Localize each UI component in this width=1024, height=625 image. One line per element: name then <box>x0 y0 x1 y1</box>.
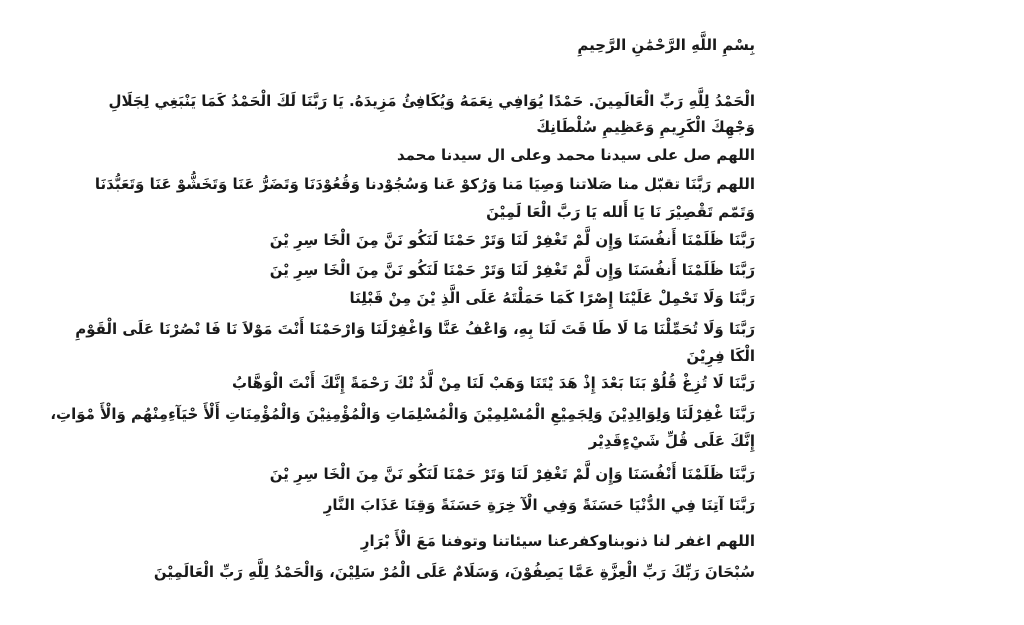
text-line-9: رَبَّنَا وَلَا تُحَمِّلْنَا مَا لَا طَا قَتَ لَنَا بِهِ، وَاعْفُ عَنَّا وَاغْفِرْلَنَا وَارْحَمْنَا أَنْتَ مَوْلاَ نَا فَا نْصُرْنَا عَلَى الْقَوْمِ <box>75 320 755 338</box>
text-line-1: الْحَمْدُ لِلَّهِ رَبِّ الْعَالَمِينَ. حَمْدًا يُوَافِي نِعَمَهُ وَيُكَافِئُ مَزِيدَهُ. يَا رَبَّنَا لَكَ الْحَمْدُ كَمَا يَنْبَغِي لِجَلَالِ <box>108 92 755 110</box>
text-line-16: اللهم اغفر لنا ذنوبناوكفرعنا سيئاتنا وتوفنا مَعَ الْأَ بْرَارِ <box>360 532 755 550</box>
text-line-3: اللهم صل على سيدنا محمد وعلى ال سيدنا محمد <box>396 146 755 164</box>
text-line-12: رَبَّنَا غْفِرْلَنَا وَلِوَالِدِيْنَ وَلِجَمِيْعِ الْمُسْلِمِيْنَ وَالْمُسْلِمَاتِ وَالْمُؤْمِنِيْنَ وَالْمُؤْمِنَاتِ أَلْأَ حْيَآءِمِنْهُم وَالْأَ مْوَاتِ، <box>50 405 755 423</box>
text-line-14: رَبَّنَا ظَلَمْنَا أَنْفُسَنَا وَإِن لَّمْ تَغْفِرْ لَنَا وَتَرْ حَمْنَا لَنَكُو نَنَّ مِنَ الْخَا سِرِ يْنَ <box>269 465 755 483</box>
document-page <box>50 0 755 625</box>
text-line-13: إِنَّكَ عَلَى قُلِّ شَيْءٍقَدِيْر <box>588 432 755 450</box>
text-line-11: رَبَّنَا لَا تُزِغْ قُلُوْ بَنَا بَعْدَ إِذْ هَدَ يْتَنَا وَهَبْ لَنَا مِنْ لَّدُ نْكَ رَحْمَةً إِنَّكَ أَنْتَ الْوَهَّابُ <box>231 374 755 392</box>
text-line-8: رَبَّنَا وَلَا تَحْمِلْ عَلَيْنَا إِصْرًا كَمَا حَمَلْتَهُ عَلَى الَّذِ يْنَ مِنْ قَبْلِنَا <box>349 289 755 307</box>
text-line-15: رَبَّنَا آتِنَا فِي الدُّنْيَا حَسَنَةً وَفِي الْآ خِرَةِ حَسَنَةً وَقِنَا عَذَابَ النَّارِ <box>323 496 755 514</box>
text-line-4: اللهم رَبَّنَا تقبّل منا صَلاتنا وَصِيَا مَنا وَرُكوْ عَنا وَسُجُوْدنا وَقُعُوْدَنَا وَتَضَرُّ عَنَا وَتَخَشُّوْ عَنَا وَتَعَبُّدَنَا <box>94 175 755 193</box>
text-line-10: الْكَا فِرِيْنَ <box>686 347 755 365</box>
basmala-heading: بِسْمِ اللَّهِ الرَّحْمَٰنِ الرَّحِيمِ <box>577 36 755 54</box>
text-line-6: رَبَّنَا ظَلَمْنَا أَنفُسَنَا وَإِن لَّمْ تَغْفِرْ لَنَا وَتَرْ حَمْنَا لَنَكُو نَنَّ مِنَ الْخَا سِرِ يْنَ <box>269 231 755 249</box>
text-line-5: وَتَمّم تَقْصِيْرَ نَا يَا أَلله يَا رَبَّ الْعَا لَمِيْنَ <box>486 203 755 221</box>
text-line-2: وَجْهِكَ الْكَرِيمِ وَعَظِيمِ سُلْطَانِكَ <box>536 118 755 136</box>
text-line-17: سُبْحَانَ رَبِّكَ رَبِّ الْعِزَّةِ عَمَّا يَصِفُوْنَ، وَسَلَامٌ عَلَى الْمُرْ سَلِيْنَ، وَالْحَمْدُ لِلَّهِ رَبِّ الْعَالَمِيْنَ <box>153 563 755 581</box>
text-line-7: رَبَّنَا ظَلَمْنَا أَنفُسَنَا وَإِن لَّمْ تَغْفِرْ لَنَا وَتَرْ حَمْنَا لَنَكُو نَنَّ مِنَ الْخَا سِرِ يْنَ <box>269 261 755 279</box>
